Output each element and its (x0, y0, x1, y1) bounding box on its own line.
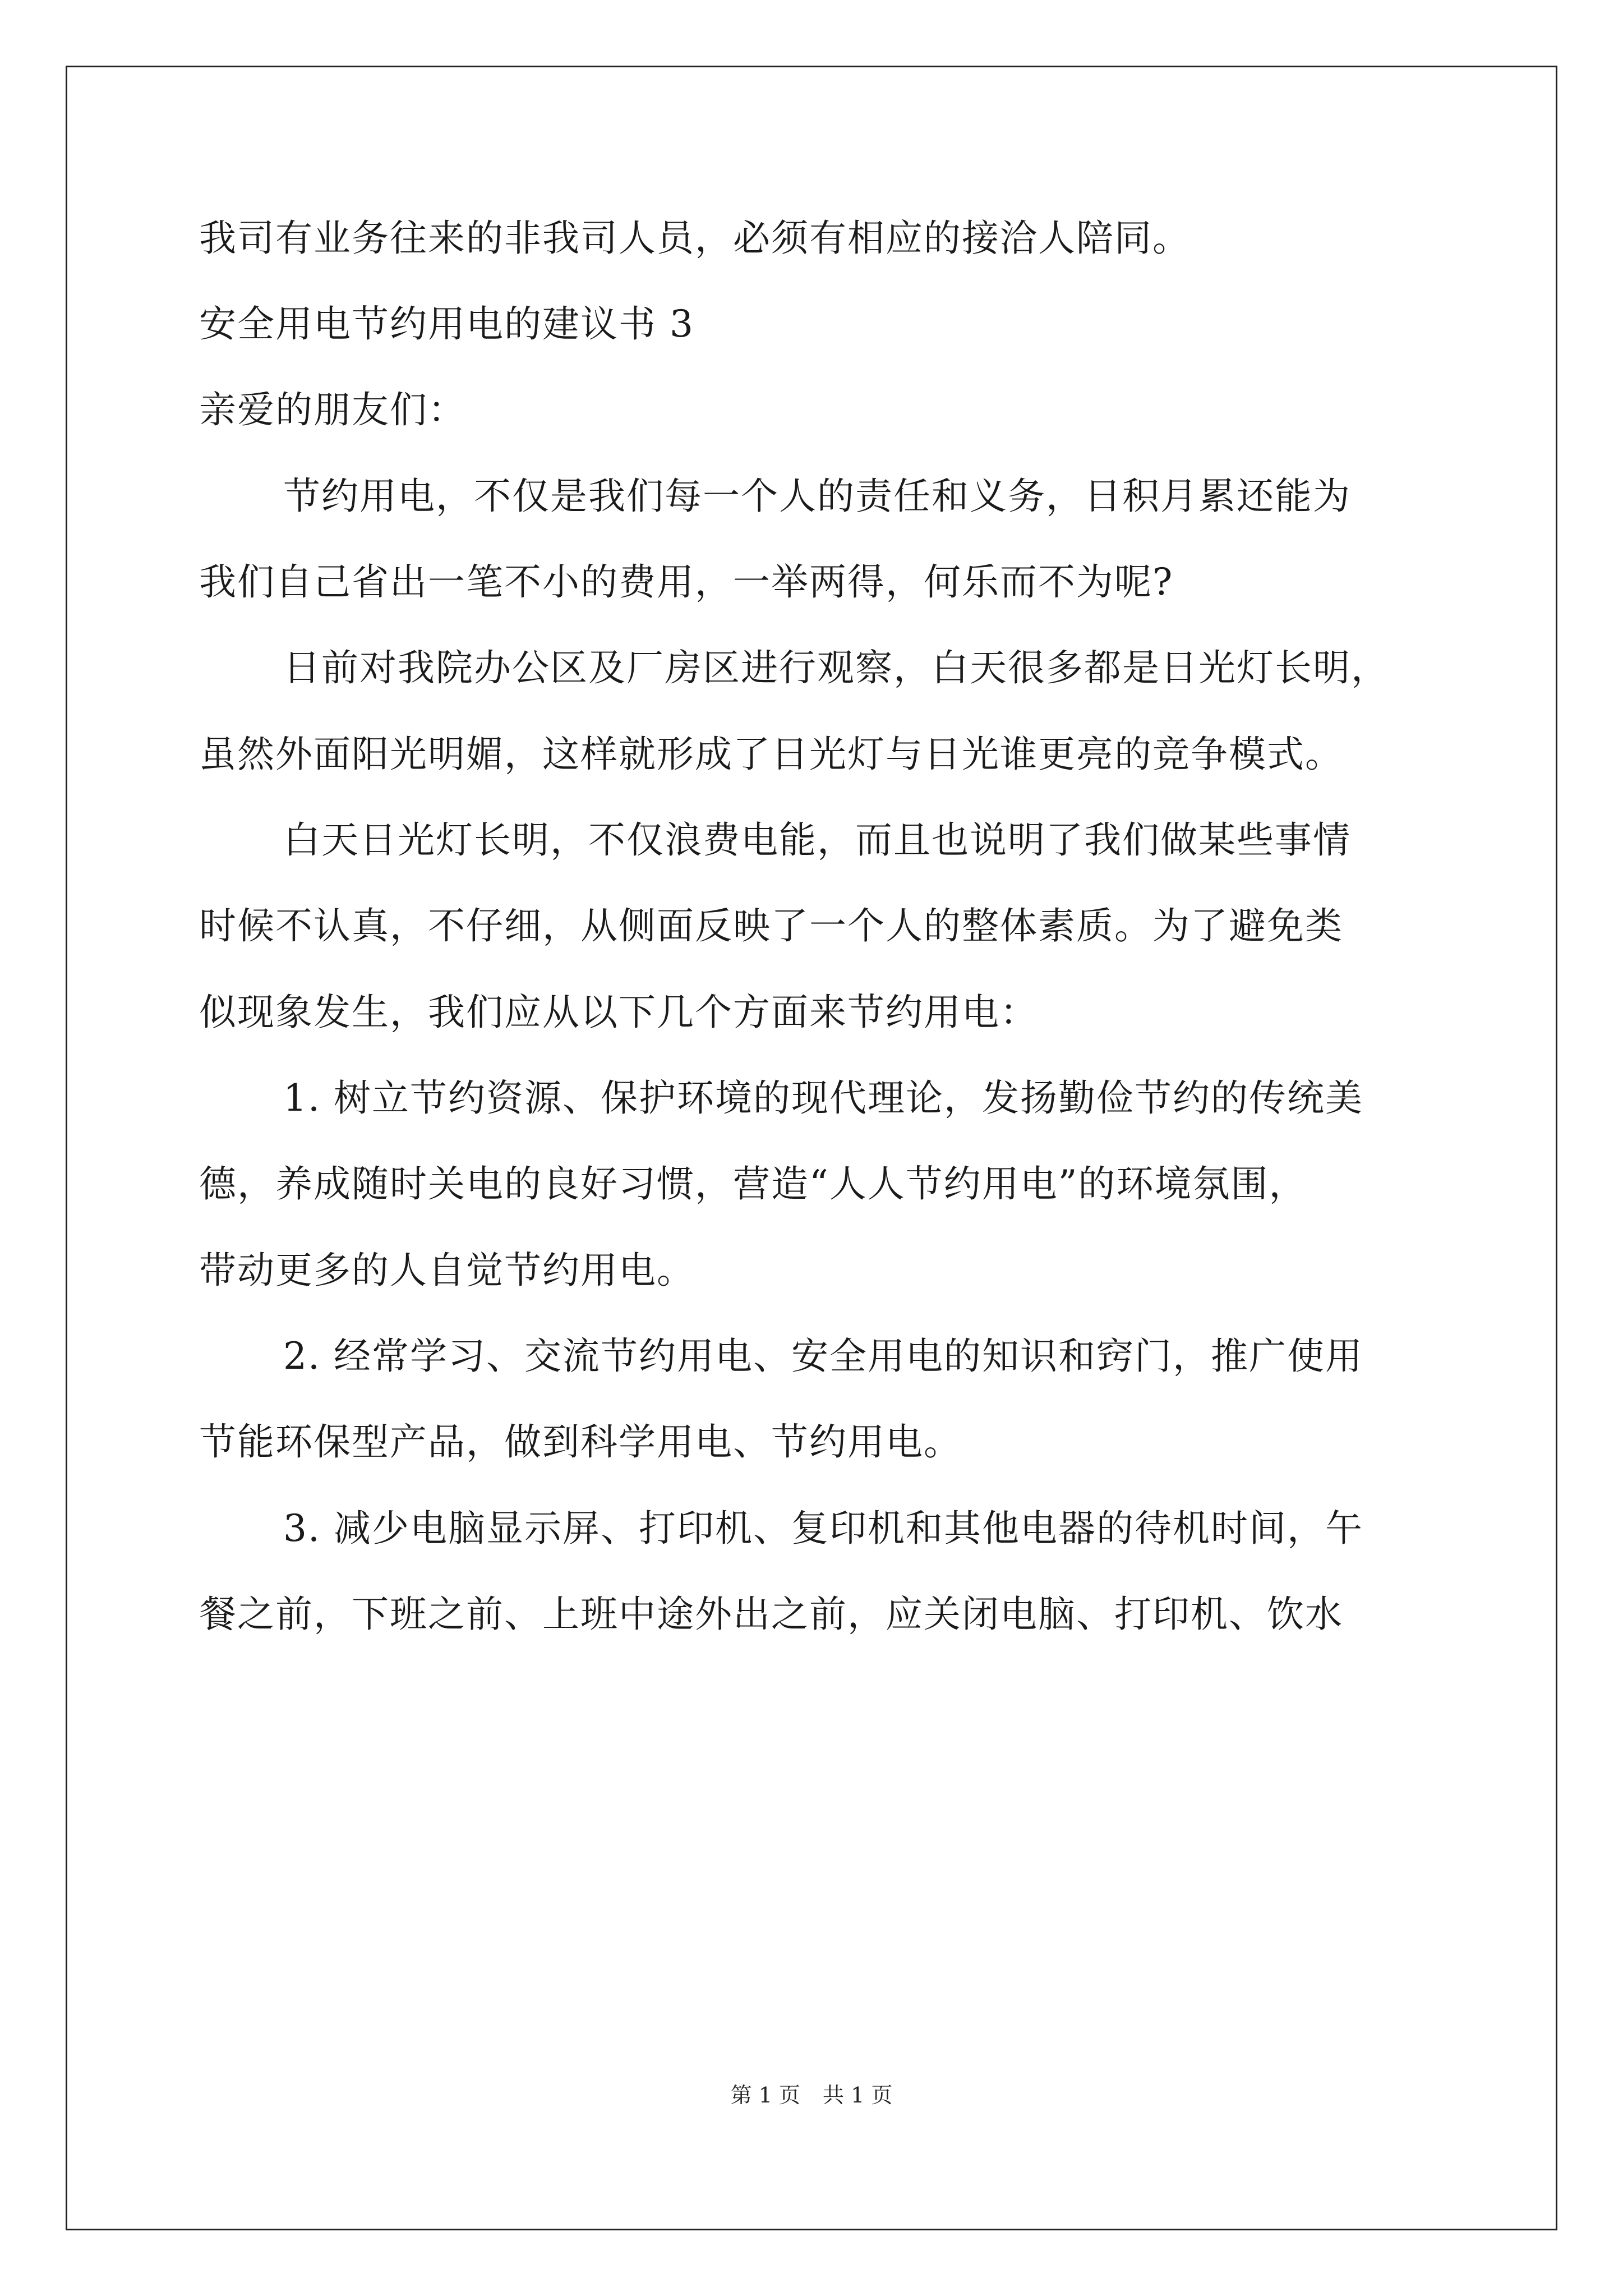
text-line-16: 3. 减少电脑显示屏、打印机、复印机和其他电器的待机时间，午 (283, 1507, 1363, 1550)
text-line-11: 1. 树立节约资源、保护环境的现代理论，发扬勤俭节约的传统美 (283, 1076, 1363, 1120)
text-line-15: 节能环保型产品，做到科学用电、节约用电。 (199, 1420, 962, 1464)
text-line-3: 亲爱的朋友们： (199, 388, 466, 431)
page-number-label: 第 1 页 (730, 2083, 800, 2108)
text-line-2: 安全用电节约用电的建议书 3 (199, 302, 694, 346)
text-line-14: 2. 经常学习、交流节约用电、安全用电的知识和窍门，推广使用 (283, 1335, 1363, 1378)
text-line-1: 我司有业务往来的非我司人员，必须有相应的接洽人陪同。 (199, 217, 1191, 260)
text-line-13: 带动更多的人自觉节约用电。 (199, 1249, 695, 1292)
text-line-6: 日前对我院办公区及厂房区进行观察，白天很多都是日光灯长明， (283, 646, 1389, 689)
text-line-4: 节约用电，不仅是我们每一个人的责任和义务，日积月累还能为 (283, 475, 1351, 518)
page-total-label: 共 1 页 (823, 2083, 893, 2108)
page-footer (0, 2081, 1623, 2109)
text-line-8: 白天日光灯长明，不仅浪费电能，而且也说明了我们做某些事情 (283, 818, 1351, 862)
text-line-9: 时候不认真，不仔细，从侧面反映了一个人的整体素质。为了避免类 (199, 904, 1343, 947)
text-line-17: 餐之前，下班之前、上班中途外出之前，应关闭电脑、打印机、饮水 (199, 1593, 1343, 1636)
text-line-10: 似现象发生，我们应从以下几个方面来节约用电： (199, 991, 1038, 1034)
text-line-5: 我们自己省出一笔不小的费用，一举两得，何乐而不为呢? (199, 560, 1174, 604)
text-line-12: 德，养成随时关电的良好习惯，营造“人人节约用电”的环境氛围， (199, 1162, 1307, 1205)
text-line-7: 虽然外面阳光明媚，这样就形成了日光灯与日光谁更亮的竞争模式。 (199, 733, 1343, 776)
